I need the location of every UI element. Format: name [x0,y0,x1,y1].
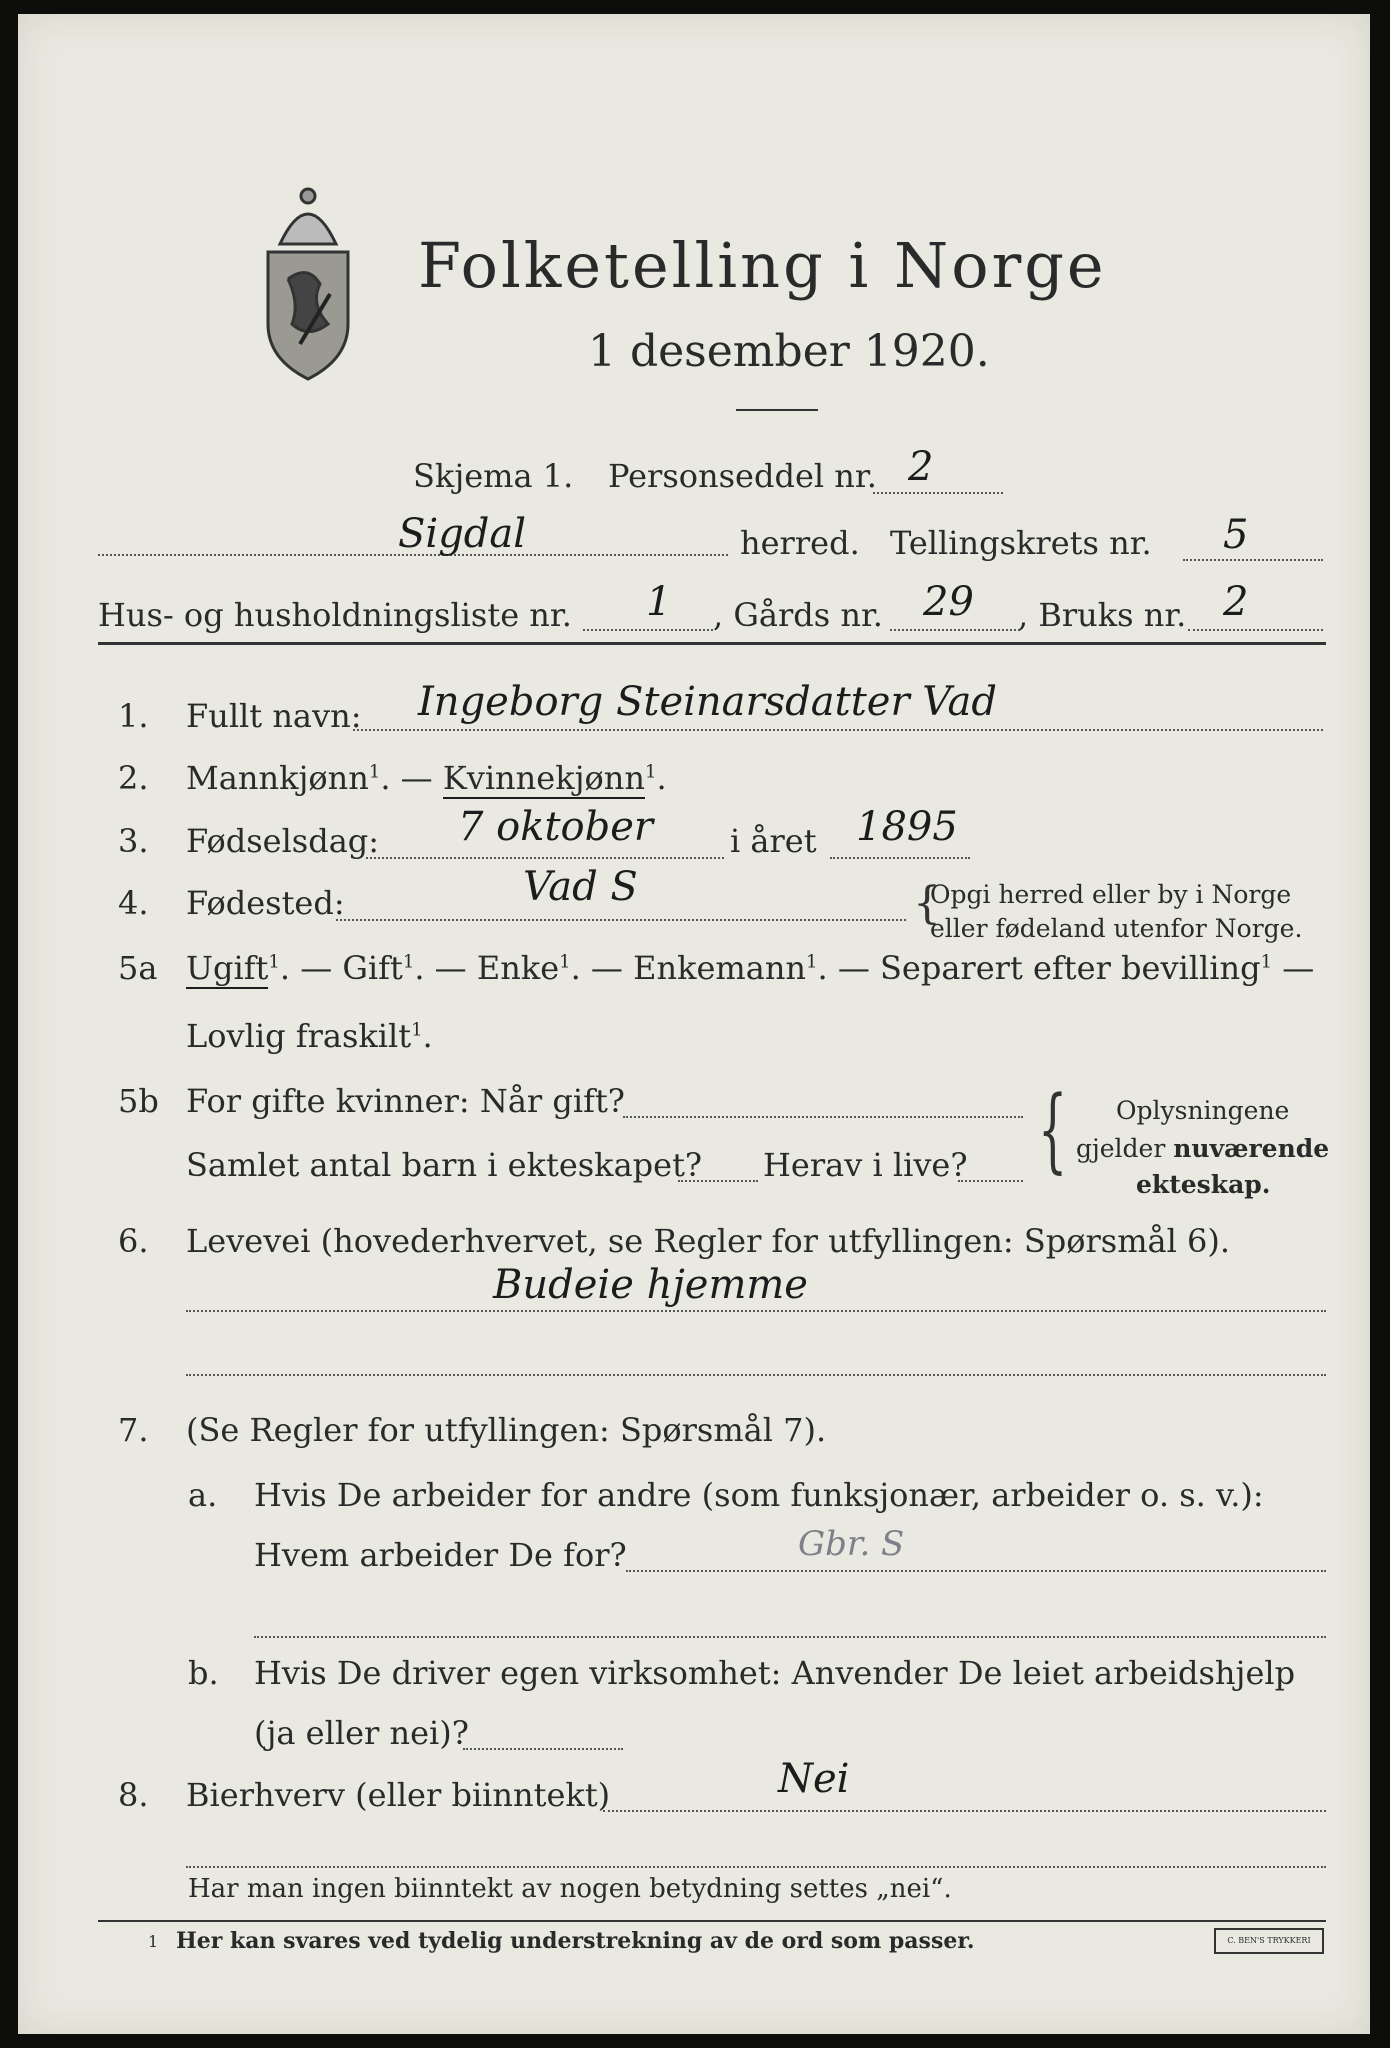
census-form [18,14,1370,2034]
husliste-field[interactable] [583,629,713,631]
q5a-number: 5a [118,949,158,987]
q3-value: 7 oktober [458,804,654,850]
q8-number: 8. [118,1776,149,1814]
q5b-note-3: ekteskap. [1136,1170,1271,1199]
q7-number: 7. [118,1411,149,1449]
q7a-field-2[interactable] [254,1636,1326,1638]
q7b-question: (ja eller nei)? [254,1714,469,1752]
q3-year-value: 1895 [856,804,958,850]
personseddel-value: 2 [908,444,934,490]
bruks-label: , Bruks nr. [1018,596,1187,634]
q5b-number: 5b [118,1082,159,1120]
q7a-field[interactable] [626,1570,1326,1572]
q5b-gift-field[interactable] [623,1116,1023,1118]
personseddel-label: Personseddel nr. [608,457,877,495]
q7b-letter: b. [188,1654,219,1692]
footer-rule [98,1920,1326,1922]
q7b-field[interactable] [463,1748,623,1750]
skjema-label: Skjema 1. [413,457,574,495]
q5b-label: For gifte kvinner: Når gift? [186,1082,625,1120]
header-rule [98,642,1326,645]
q5b-note-2: gjelder nuværende [1076,1134,1330,1163]
q5b-live-label: Herav i live? [763,1146,968,1184]
title-divider [736,409,818,411]
q5a-ugift[interactable]: Ugift [186,949,269,987]
q1-value: Ingeborg Steinarsdatter Vad [418,679,997,725]
q6-field[interactable] [186,1310,1326,1312]
q7-label: (Se Regler for utfyllingen: Spørsmål 7). [186,1411,827,1449]
herred-value: Sigdal [398,511,527,557]
q5a-options: Ugift$^1$. — Gift$^1$. — Enke$^1$. — Enkemann$^1$. — Separert efter bevilling$^1$ — [186,949,1315,987]
q6-number: 6. [118,1222,149,1260]
personseddel-field[interactable] [873,492,1003,494]
q1-field[interactable] [353,729,1323,731]
q1-number: 1. [118,697,149,735]
footnote-text: Her kan svares ved tydelig understrekning av de ord som passer. [176,1928,975,1954]
gards-label: , Gårds nr. [713,596,883,634]
q3-field[interactable] [366,857,724,859]
q4-field[interactable] [336,919,906,921]
q3-number: 3. [118,822,149,860]
q1-label: Fullt navn: [186,697,362,735]
husliste-label: Hus- og husholdningsliste nr. [98,596,572,634]
q5b-note-1: Oplysningene [1116,1096,1290,1125]
q7a-value: Gbr. S [798,1524,905,1564]
q5b-live-field[interactable] [958,1180,1023,1182]
q3-label: Fødselsdag: [186,822,380,860]
q8-field-2[interactable] [186,1866,1326,1868]
herred-label: herred. [740,524,860,562]
tellingskrets-value: 5 [1223,512,1249,558]
q2-male[interactable]: Mannkjønn [186,759,369,797]
q4-brace: { [913,878,941,929]
form-date: 1 desember 1920. [588,326,990,377]
q5a-enke[interactable]: Enke [476,949,560,987]
q7a-text: Hvis De arbeider for andre (som funksjonær, arbeider o. s. v.): [254,1476,1264,1514]
norwegian-coat-of-arms-icon [250,174,366,384]
q4-value: Vad S [523,864,638,910]
husliste-value: 1 [646,579,672,625]
q5b-barn-label: Samlet antal barn i ekteskapet? [186,1146,703,1184]
footnote-mark: 1 [148,1932,159,1951]
printer-stamp: C. BEN'S TRYKKERI [1214,1928,1324,1954]
q2-options: Mannkjønn$^1$. — Kvinnekjønn$^1$. [186,759,667,797]
q7a-question: Hvem arbeider De for? [254,1536,627,1574]
gards-field[interactable] [890,629,1020,631]
q2-number: 2. [118,759,149,797]
q5a-lovlig[interactable]: Lovlig fraskilt [186,1017,412,1055]
form-title: Folketelling i Norge [418,229,1107,302]
q3-year-label: i året [730,822,817,860]
q6-value: Budeie hjemme [493,1262,808,1308]
q5a-gift[interactable]: Gift [342,949,403,987]
bruks-value: 2 [1223,579,1249,625]
q7a-letter: a. [188,1476,218,1514]
footer-note: Har man ingen biinntekt av nogen betydning settes „nei“. [188,1874,952,1904]
q5b-barn-field[interactable] [678,1180,758,1182]
q4-number: 4. [118,884,149,922]
q5a-enkemann[interactable]: Enkemann [633,949,807,987]
q6-label: Levevei (hovederhvervet, se Regler for utfyllingen: Spørsmål 6). [186,1222,1231,1260]
q4-note-1: Opgi herred eller by i Norge [930,880,1292,909]
q4-label: Fødested: [186,884,345,922]
q4-note-2: eller fødeland utenfor Norge. [930,914,1303,943]
q6-field-2[interactable] [186,1374,1326,1376]
bruks-field[interactable] [1188,629,1323,631]
q5b-brace: { [1038,1076,1068,1183]
q5a-line2: Lovlig fraskilt$^1$. [186,1017,433,1055]
gards-value: 29 [923,579,974,625]
q8-label: Bierhverv (eller biinntekt) [186,1776,611,1814]
tellingskrets-field[interactable] [1183,559,1323,561]
q7b-text: Hvis De driver egen virksomhet: Anvender De leiet arbeidshjelp [254,1654,1296,1692]
q2-female[interactable]: Kvinnekjønn [442,759,645,797]
tellingskrets-label: Tellingskrets nr. [890,524,1152,562]
q5a-separert[interactable]: Separert efter bevilling [880,949,1261,987]
q3-year-field[interactable] [830,857,970,859]
q8-value: Nei [778,1756,850,1802]
q8-field[interactable] [603,1810,1326,1812]
